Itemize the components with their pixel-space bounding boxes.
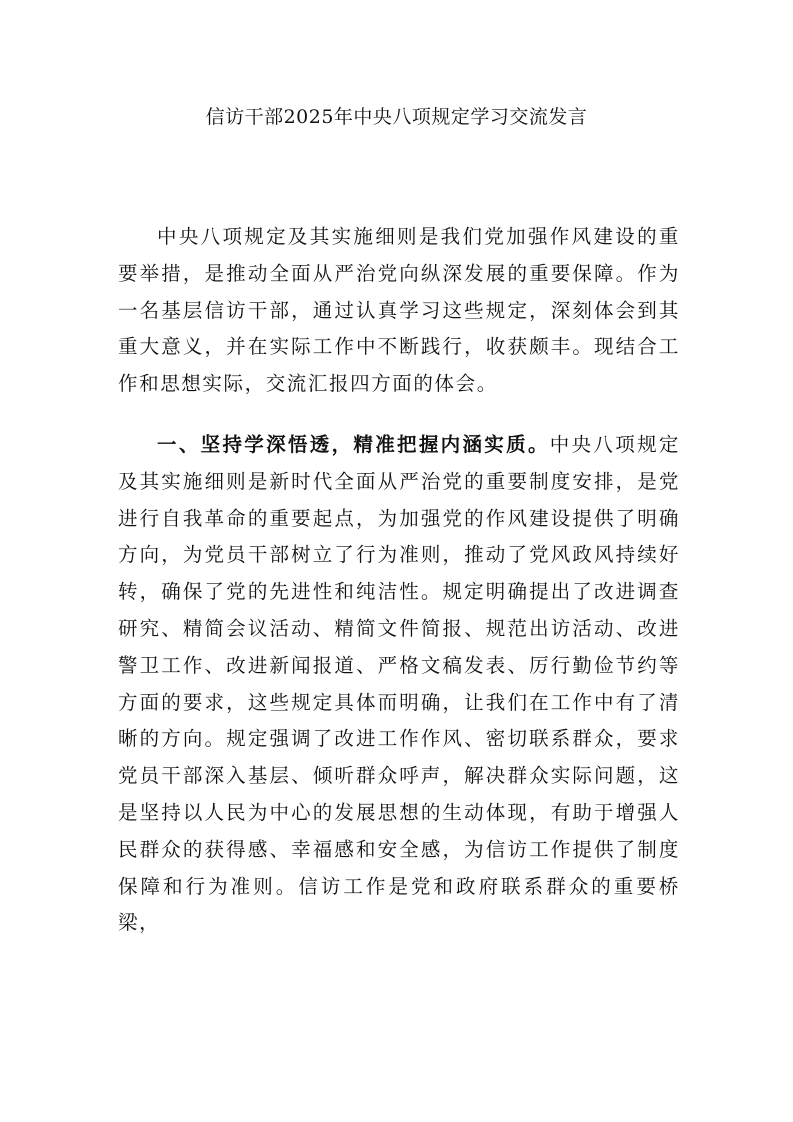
- section-one-heading: 一、坚持学深悟透，精准把握内涵实质。: [157, 432, 550, 456]
- document-body: [118, 219, 680, 942]
- document-title: 信访干部2025年中央八项规定学习交流发言: [205, 106, 588, 128]
- section-one-paragraph: [118, 427, 680, 942]
- section-one-text: 中央八项规定及其实施细则是新时代全面从严治党的重要制度安排，是党进行自我革命的重要起点，为加强党的作风建设提供了明确方向，为党员干部树立了行为准则，推动了党风政风持续好转，确保了党的先进性和纯洁性。规定明确提出了改进调查研究、精简会议活动、精简文件简报、规范出访活动、改进警卫工作、改进新闻报道、严格文稿发表、厉行勤俭节约等方面的要求，这些规定具体而明确，让我们在工作中有了清晰的方向。规定强调了改进工作作风、密切联系群众，要求党员干部深入基层、倾听群众呼声，解决群众实际问题，这是坚持以人民为中心的发展思想的生动体现，有助于增强人民群众的获得感、幸福感和安全感，为信访工作提供了制度保障和行为准则。信访工作是党和政府联系群众的重要桥梁，: [118, 432, 680, 935]
- intro-paragraph: 中央八项规定及其实施细则是我们党加强作风建设的重要举措，是推动全面从严治党向纵深发展的重要保障。作为一名基层信访干部，通过认真学习这些规定，深刻体会到其重大意义，并在实际工作中不断践行，收获颇丰。现结合工作和思想实际，交流汇报四方面的体会。: [118, 225, 680, 396]
